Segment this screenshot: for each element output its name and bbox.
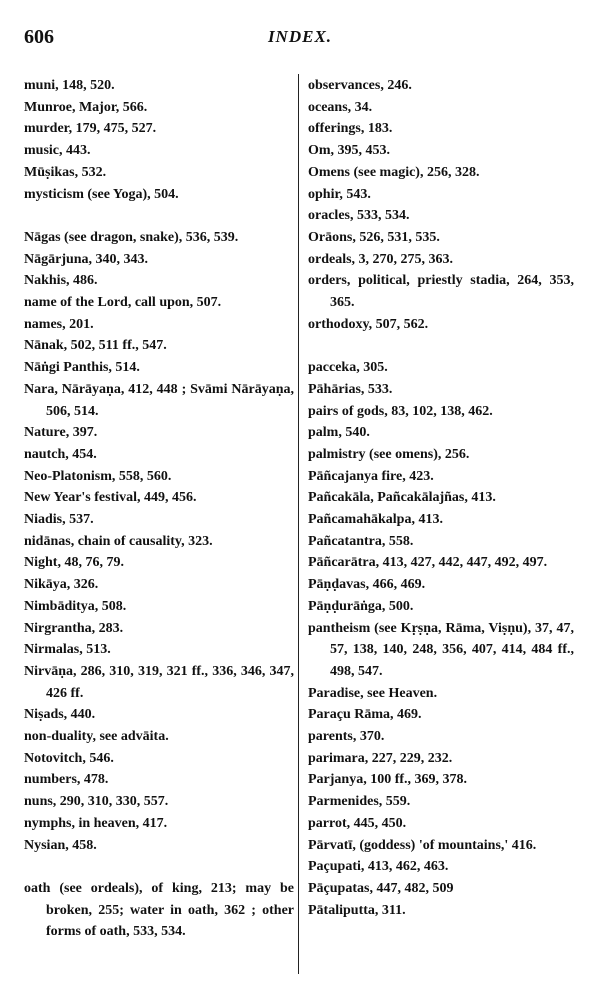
index-entry: pacceka, 305. bbox=[308, 360, 388, 376]
index-entry: palmistry (see omens), 256. bbox=[308, 446, 470, 462]
index-entry: observances, 246. bbox=[308, 78, 412, 93]
index-entry: mysticism (see Yoga), 504. bbox=[24, 186, 179, 202]
section-gap bbox=[24, 205, 294, 227]
index-entry: Niṣads, 440. bbox=[24, 707, 96, 723]
index-entry: Neo-Platonism, 558, 560. bbox=[24, 468, 172, 484]
index-entry: Pāñcajanya fire, 423. bbox=[308, 468, 434, 484]
page-number: 606 bbox=[24, 26, 54, 48]
running-head: INDEX. bbox=[267, 27, 333, 46]
index-entry: Nirgrantha, 283. bbox=[24, 620, 124, 636]
index-entry: Nara, Nārāyaṇa, 412, 448 ; Svāmi Nārāyaṇa, 506, 514. bbox=[24, 381, 294, 419]
index-entry: Orāons, 526, 531, 535. bbox=[308, 229, 440, 245]
index-entry: Parjanya, 100 ff., 369, 378. bbox=[308, 772, 468, 788]
index-entry: Munroe, Major, 566. bbox=[24, 99, 148, 115]
section-gap bbox=[24, 856, 294, 878]
index-entry: Pāçupatas, 447, 482, 509 bbox=[308, 881, 454, 896]
index-entry: Pāhārias, 533. bbox=[308, 381, 393, 397]
index-entry: parimara, 227, 229, 232. bbox=[308, 750, 453, 766]
index-entry: orthodoxy, 507, 562. bbox=[308, 316, 429, 332]
index-entry: Pañcamahākalpa, 413. bbox=[308, 512, 443, 528]
index-entry: Pāṇḍurāṅga, 500. bbox=[308, 598, 414, 614]
index-entry: Pātaliputta, 311. bbox=[308, 902, 406, 918]
index-entry: Nānak, 502, 511 ff., 547. bbox=[24, 338, 167, 354]
index-entry: Nāṅgi Panthis, 514. bbox=[24, 360, 140, 376]
index-entry: nymphs, in heaven, 417. bbox=[24, 815, 168, 831]
index-entry: Om, 395, 453. bbox=[308, 143, 391, 159]
index-entry: Night, 48, 76, 79. bbox=[24, 555, 124, 571]
index-entry: oath (see ordeals), of king, 213; may be broken, 255; water in oath, 362 ; other forms of oath, 533, 534. bbox=[24, 880, 294, 940]
left-index-column bbox=[24, 75, 294, 943]
index-entry: Nature, 397. bbox=[24, 425, 98, 441]
index-entry: ordeals, 3, 270, 275, 363. bbox=[308, 251, 454, 267]
index-entry: orders, political, priestly stadia, 264, 353, 365. bbox=[308, 273, 574, 311]
index-entry: pairs of gods, 83, 102, 138, 462. bbox=[308, 403, 493, 419]
index-entry: Nysian, 458. bbox=[24, 837, 97, 853]
index-entry: Nirmalas, 513. bbox=[24, 642, 111, 658]
index-entry: oracles, 533, 534. bbox=[308, 208, 410, 224]
index-entry: pantheism (see Kṛṣṇa, Rāma, Viṣṇu), 37, 47, 57, 138, 140, 248, 356, 407, 414, 484 ff., 498, 547. bbox=[308, 620, 574, 679]
index-entry: Nimbāditya, 508. bbox=[24, 598, 127, 614]
index-entry: Nirvāṇa, 286, 310, 319, 321 ff., 336, 346, 347, 426 ff. bbox=[24, 663, 294, 701]
index-entry: oceans, 34. bbox=[308, 99, 373, 115]
index-entry: parrot, 445, 450. bbox=[308, 815, 407, 831]
index-entry: Pārvatī, (goddess) 'of mountains,' 416. bbox=[308, 837, 537, 853]
index-entry: numbers, 478. bbox=[24, 772, 109, 788]
index-entry: Nāgas (see dragon, snake), 536, 539. bbox=[24, 229, 239, 245]
index-entry: Paraçu Rāma, 469. bbox=[308, 707, 422, 723]
index-entry: Pañcatantra, 558. bbox=[308, 533, 414, 549]
index-entry: nuns, 290, 310, 330, 557. bbox=[24, 794, 169, 810]
index-entry: nautch, 454. bbox=[24, 446, 97, 462]
index-entry: palm, 540. bbox=[308, 425, 370, 441]
index-entry: Pāṇḍavas, 466, 469. bbox=[308, 577, 426, 593]
index-entry: Nāgārjuna, 340, 343. bbox=[24, 251, 149, 267]
index-entry: Niadis, 537. bbox=[24, 512, 94, 528]
index-entry: ophir, 543. bbox=[308, 186, 371, 202]
column-divider bbox=[298, 74, 299, 974]
index-entry: Nikāya, 326. bbox=[24, 577, 99, 593]
index-entry: Paçupati, 413, 462, 463. bbox=[308, 859, 449, 875]
index-entry: offerings, 183. bbox=[308, 121, 393, 137]
section-gap bbox=[308, 335, 574, 357]
index-entry: New Year's festival, 449, 456. bbox=[24, 490, 197, 506]
index-entry: muni, 148, 520. bbox=[24, 78, 115, 93]
index-entry: names, 201. bbox=[24, 316, 94, 332]
index-entry: Pāñcarātra, 413, 427, 442, 447, 492, 497. bbox=[308, 555, 548, 571]
index-entry: non-duality, see advāita. bbox=[24, 729, 169, 745]
right-index-column bbox=[308, 75, 574, 921]
index-entry: Notovitch, 546. bbox=[24, 750, 114, 766]
index-entry: murder, 179, 475, 527. bbox=[24, 121, 157, 137]
index-entry: Mūṣikas, 532. bbox=[24, 164, 107, 180]
index-entry: Nakhis, 486. bbox=[24, 273, 98, 289]
index-entry: name of the Lord, call upon, 507. bbox=[24, 295, 222, 311]
index-entry: Pañcakāla, Pañcakālajñas, 413. bbox=[308, 490, 496, 506]
index-entry: nidānas, chain of causality, 323. bbox=[24, 533, 213, 549]
index-entry: Parmenides, 559. bbox=[308, 794, 411, 810]
index-entry: parents, 370. bbox=[308, 729, 385, 745]
index-entry: Paradise, see Heaven. bbox=[308, 685, 438, 701]
index-entry: music, 443. bbox=[24, 143, 91, 159]
index-entry: Omens (see magic), 256, 328. bbox=[308, 164, 480, 180]
